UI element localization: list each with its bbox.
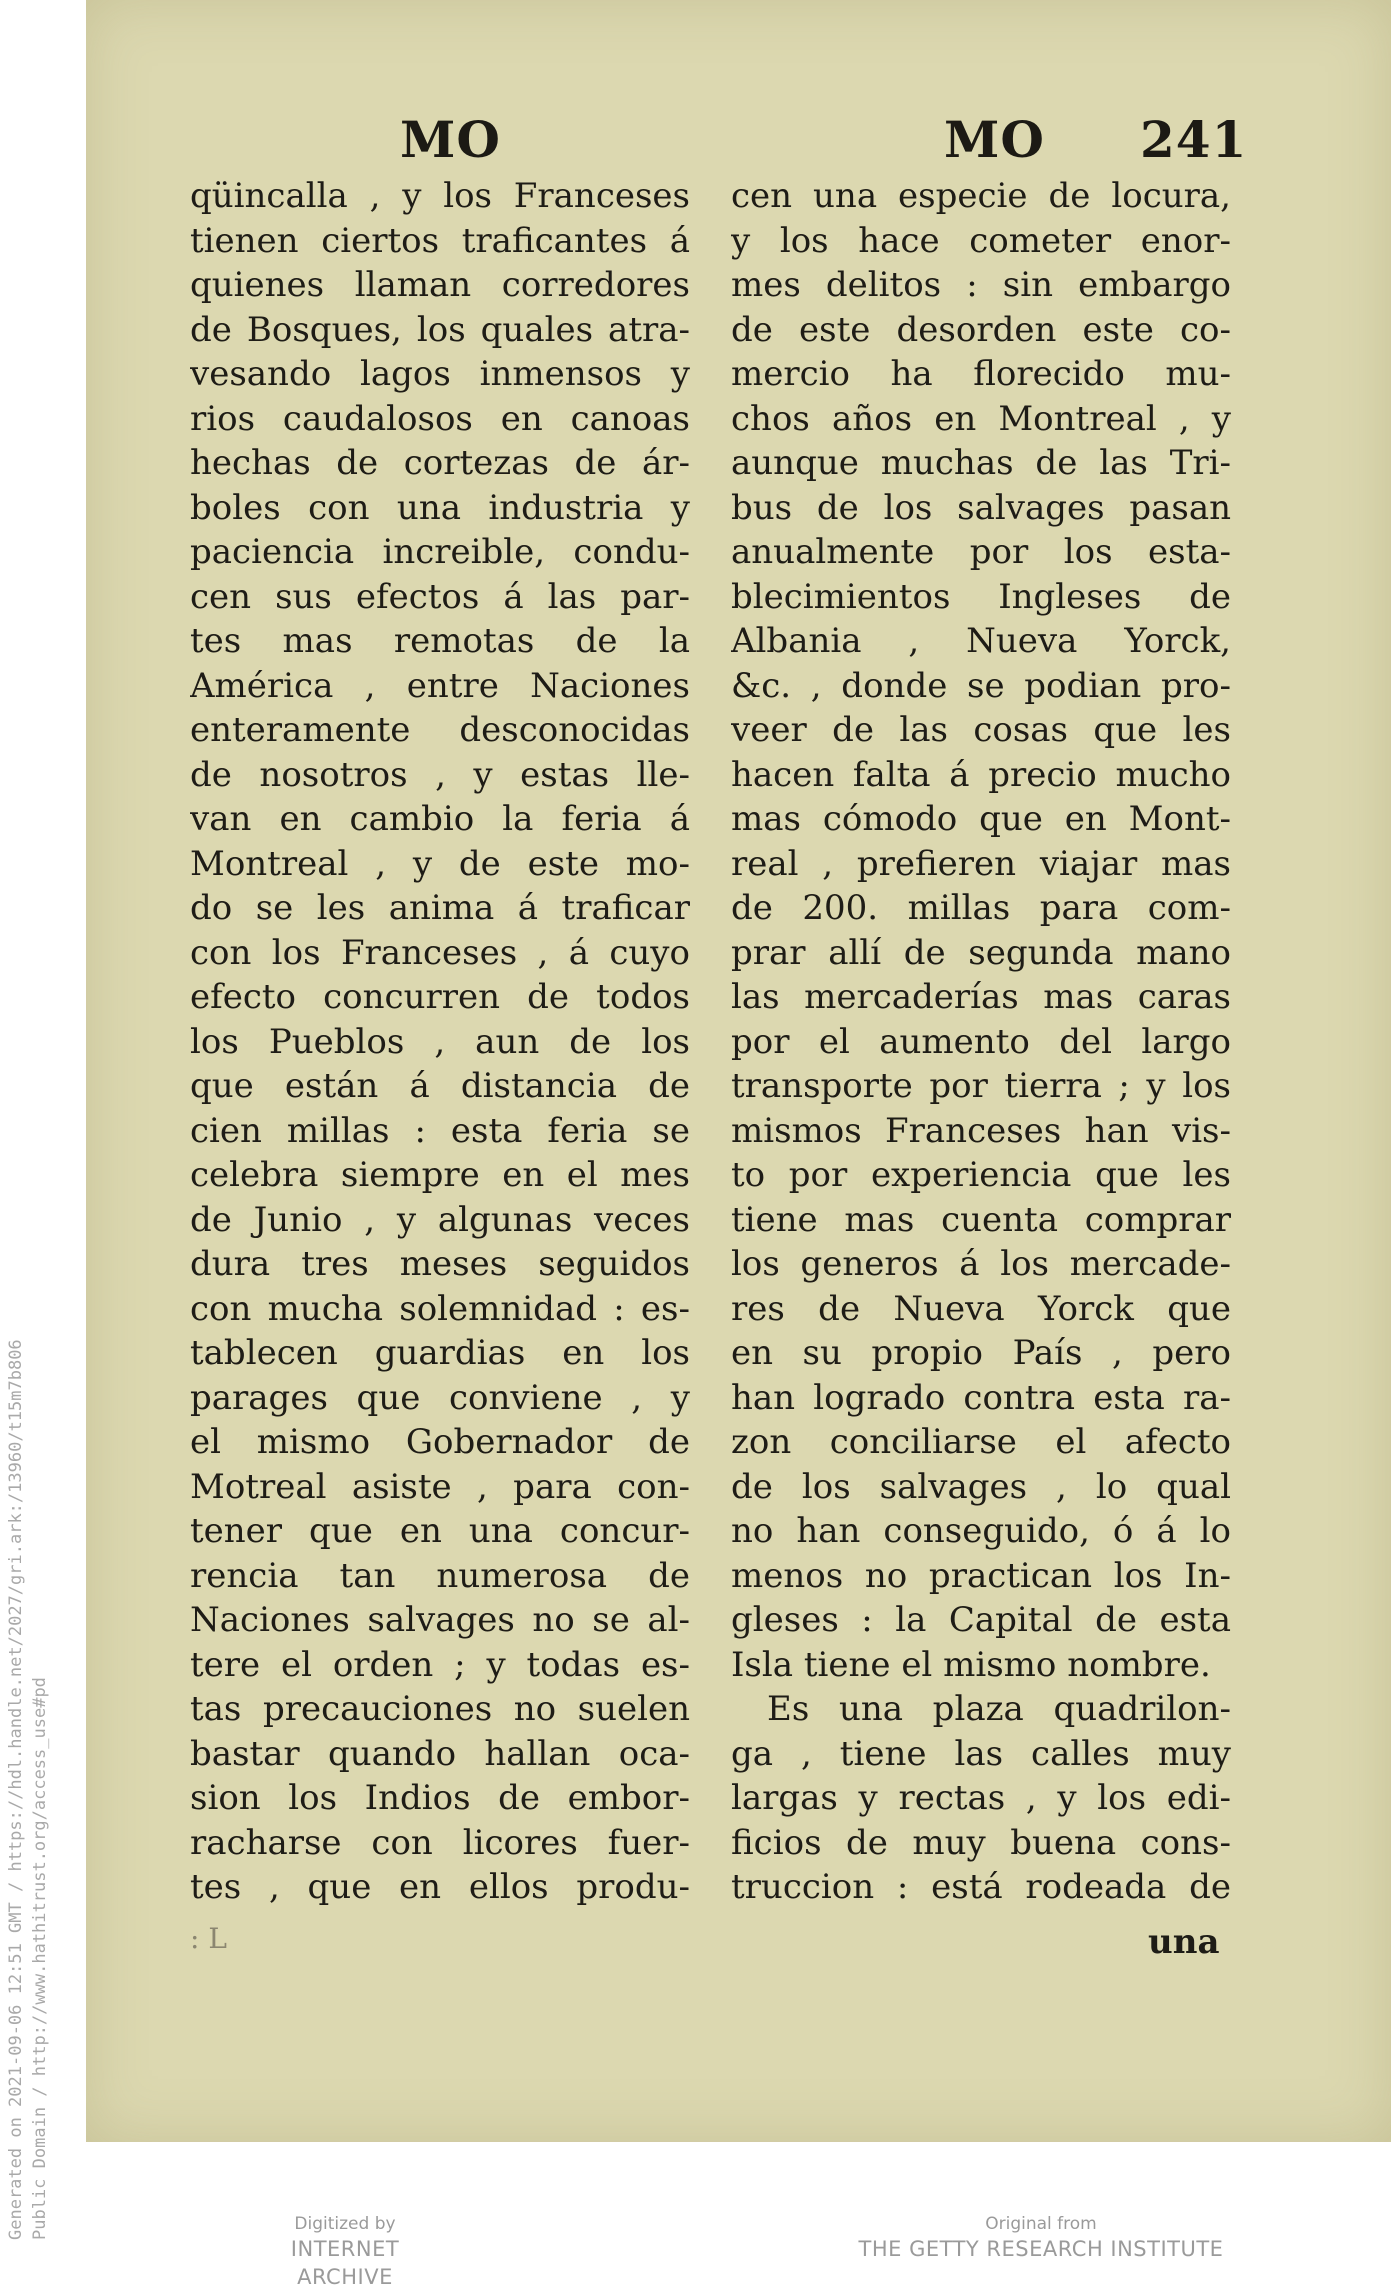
watermark-generated-line: Generated on 2021-09-06 12:51 GMT / https://hdl.handle.net/2027/gri.ark:/13960/t15m7b806	[6, 1339, 26, 2240]
digitized-by-label: Digitized by	[294, 2214, 396, 2234]
text-line: Naciones salvages no se al-	[190, 1600, 690, 1640]
text-line: hechas de cortezas de ár-	[190, 443, 690, 483]
text-line: rios caudalosos en canoas	[190, 398, 690, 439]
text-line: mes delitos : sin embargo	[731, 265, 1231, 305]
text-line: Motreal asiste , para con-	[190, 1466, 690, 1507]
text-line: aunque muchas de las Tri-	[731, 443, 1231, 483]
text-line: anualmente por los esta-	[731, 532, 1231, 572]
text-line: ficios de muy buena cons-	[731, 1822, 1231, 1863]
text-line: cen sus efectos á las par-	[190, 576, 690, 617]
text-line: &c. , donde se podian pro-	[731, 665, 1231, 706]
text-line: efecto concurren de todos	[190, 977, 690, 1017]
text-line: de 200. millas para com-	[731, 888, 1231, 928]
text-line: prar allí de segunda mano	[731, 932, 1231, 973]
text-line: truccion : está rodeada de	[731, 1867, 1231, 1907]
text-line: ga , tiene las calles muy	[731, 1733, 1231, 1774]
text-line: qüincalla , y los Franceses	[190, 176, 690, 216]
text-line: y los hace cometer enor-	[731, 220, 1231, 261]
text-line: tas precauciones no suelen	[190, 1689, 690, 1729]
text-line: celebra siempre en el mes	[190, 1155, 690, 1195]
text-line: vesando lagos inmensos y	[190, 354, 690, 394]
text-line: racharse con licores fuer-	[190, 1822, 690, 1863]
text-line: transporte por tierra ; y los	[731, 1066, 1231, 1106]
text-line: de nosotros , y estas lle-	[190, 754, 690, 795]
text-line: do se les anima á traficar	[190, 888, 690, 928]
text-line: dura tres meses seguidos	[190, 1244, 690, 1284]
text-line: no han conseguido, ó á lo	[731, 1511, 1231, 1551]
text-line: parages que conviene , y	[190, 1377, 690, 1418]
watermark-rights-line: Public Domain / http://www.hathitrust.org/access_use#pd	[30, 1677, 50, 2240]
hathitrust-watermark	[4, 1160, 64, 2240]
text-line: el mismo Gobernador de	[190, 1422, 690, 1462]
original-from-credit	[856, 2213, 1226, 2263]
text-line: de este desorden este co-	[731, 309, 1231, 350]
text-line: en su propio País , pero	[731, 1333, 1231, 1373]
text-line: de Bosques, los quales atra-	[190, 309, 690, 350]
text-line: tienen ciertos traficantes á	[190, 220, 690, 261]
text-line: tener que en una concur-	[190, 1511, 690, 1551]
text-line: blecimientos Ingleses de	[731, 576, 1231, 617]
text-line: tere el orden ; y todas es-	[190, 1644, 690, 1685]
text-line: to por experiencia que les	[731, 1155, 1231, 1195]
text-line: sion los Indios de embor-	[190, 1778, 690, 1818]
text-line: rencia tan numerosa de	[190, 1555, 690, 1596]
text-line: mas cómodo que en Mont-	[731, 799, 1231, 839]
text-line: veer de las cosas que les	[731, 710, 1231, 750]
text-line: res de Nueva Yorck que	[731, 1288, 1231, 1329]
digitized-by-credit	[240, 2213, 450, 2291]
text-line: largas y rectas , y los edi-	[731, 1778, 1231, 1818]
text-line: han logrado contra esta ra-	[731, 1377, 1231, 1418]
left-text-column	[190, 174, 690, 1910]
running-head-left: MO	[400, 110, 501, 169]
text-line: cien millas : esta feria se	[190, 1110, 690, 1151]
text-line: Isla tiene el mismo nombre.	[731, 1644, 1211, 1685]
text-line: con los Franceses , á cuyo	[190, 932, 690, 973]
text-line: tes , que en ellos produ-	[190, 1867, 690, 1907]
text-line: América , entre Naciones	[190, 665, 690, 706]
page-number: 241	[1140, 110, 1248, 169]
text-line: enteramente desconocidas	[190, 710, 690, 750]
left-footnote-mark: : L	[190, 1922, 227, 1955]
text-line: bastar quando hallan oca-	[190, 1733, 690, 1774]
text-line: los generos á los mercade-	[731, 1244, 1231, 1284]
text-line: boles con una industria y	[190, 487, 690, 528]
text-line: que están á distancia de	[190, 1066, 690, 1106]
text-line: hacen falta á precio mucho	[731, 754, 1231, 795]
text-line: mercio ha florecido mu-	[731, 354, 1231, 394]
text-line: mismos Franceses han vis-	[731, 1110, 1231, 1151]
text-line: los Pueblos , aun de los	[190, 1021, 690, 1062]
text-line: Montreal , y de este mo-	[190, 843, 690, 884]
text-line: tiene mas cuenta comprar	[731, 1199, 1231, 1240]
original-from-label: Original from	[985, 2214, 1097, 2234]
text-line: bus de los salvages pasan	[731, 487, 1231, 528]
text-line: menos no practican los In-	[731, 1555, 1231, 1596]
text-line: con mucha solemnidad : es-	[190, 1288, 690, 1329]
right-text-column	[731, 174, 1231, 1910]
text-line: de los salvages , lo qual	[731, 1466, 1231, 1507]
text-line: zon conciliarse el afecto	[731, 1422, 1231, 1462]
text-line: Albania , Nueva Yorck,	[731, 621, 1231, 661]
text-line: paciencia increible, condu-	[190, 532, 690, 572]
text-line: cen una especie de locura,	[731, 176, 1231, 216]
catchword: una	[1148, 1922, 1220, 1962]
text-line: gleses : la Capital de esta	[731, 1600, 1231, 1640]
text-line: chos años en Montreal , y	[731, 398, 1231, 439]
internet-archive-label: INTERNET ARCHIVE	[290, 2237, 400, 2289]
text-line: tes mas remotas de la	[190, 621, 690, 661]
text-line: las mercaderías mas caras	[731, 977, 1231, 1017]
running-head-right: MO	[944, 110, 1045, 169]
text-line: real , prefieren viajar mas	[731, 843, 1231, 884]
text-line: por el aumento del largo	[731, 1021, 1231, 1062]
text-line: van en cambio la feria á	[190, 799, 690, 839]
text-line: tablecen guardias en los	[190, 1333, 690, 1373]
getty-institute-label: THE GETTY RESEARCH INSTITUTE	[858, 2237, 1224, 2261]
text-line: de Junio , y algunas veces	[190, 1199, 690, 1240]
text-line: Es una plaza quadrilon-	[767, 1689, 1231, 1729]
text-line: quienes llaman corredores	[190, 265, 690, 305]
